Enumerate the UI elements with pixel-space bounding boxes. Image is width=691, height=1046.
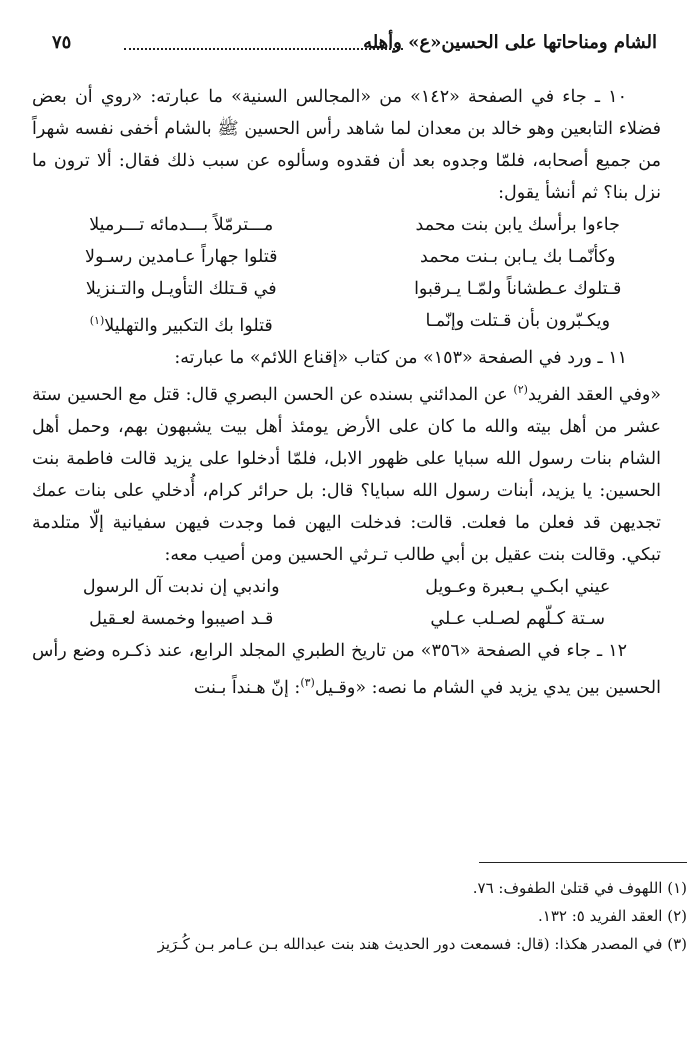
paragraph-11-text-a: «وفي العقد الفريد [527, 384, 661, 405]
dotted-leader [124, 48, 403, 50]
page-number: ٧٥ [52, 32, 72, 53]
verse-4-left: قتلوا بك التكبير والتهليلا [104, 315, 273, 336]
verse-1-left: مـــترمّلاً بـــدمائه تـــرميلا [89, 215, 274, 235]
verse-4-right: ويكـبّرون بأن قـتلت وإنّمـا [425, 311, 611, 331]
paragraph-11 [32, 374, 661, 571]
page-body [32, 81, 661, 703]
footnotes [58, 874, 687, 958]
verse-6-right: سـتة كـلّهم لصـلب عـلي [430, 608, 606, 629]
running-header [32, 28, 661, 60]
book-page [32, 28, 661, 703]
verse-5-left: واندبي إن ندبت آل الرسول [82, 576, 280, 597]
paragraph-12-text-b: : إنّ هـنداً بـنت [193, 677, 301, 698]
verse-3-right: قـتلوك عـطشاناً ولمّـا يـرقبوا [414, 279, 622, 299]
running-title: الشام ومناحاتها على الحسين«ع» وأهله [363, 32, 657, 53]
verse-4-left-wrap [32, 305, 347, 342]
footnote-ref-1: (١) [89, 314, 105, 327]
verse-2-left: قتلوا جهاراً عـامدين رسـولا [85, 247, 278, 267]
poem-1 [32, 209, 661, 342]
paragraph-10: ١٠ ـ جاء في الصفحة «١٤٢» من «المجالس السنية» ما عبارته: «روي أن بعض فضلاء التابعين وهو خالد بن معدان لما شاهد رأس الحسين ﷺ بالشام أخفى نفسه شهراً من جميع أصحابه، فلمّا وجدوه بعد أن فقدوه وسألوه عن سبب ذلك فقال: ألا ترون ما نزل بنا؟ ثم أنشأ يقول: [32, 87, 661, 203]
footnote-separator [479, 862, 687, 863]
verse-3-left: في قـتلك التأويـل والتـنزيلا [85, 279, 277, 299]
paragraph-11-intro: ١١ ـ ورد في الصفحة «١٥٣» من كتاب «إقناع اللائم» ما عبارته: [174, 347, 627, 368]
verse-1-right: جاءوا برأسك يابن بنت محمد [415, 215, 620, 235]
verse-2-right: وكأنّمـا بك يـابن بـنت محمد [420, 247, 616, 267]
poem-2 [32, 571, 661, 635]
footnote-2: (٢) العقد الفريد ٥: ١٣٢. [537, 907, 687, 925]
footnote-1: (١) اللهوف في قتلىٰ الطفوف: ٧٦. [472, 879, 687, 897]
paragraph-12 [32, 635, 661, 704]
verse-6-left: قـد اصيبوا وخمسة لعـقيل [89, 608, 274, 629]
verse-5-right: عيني ابكـي بـعبرة وعـويل [425, 576, 611, 597]
footnote-3: (٣) في المصدر هكذا: (قال: فسمعت دور الحديث هند بنت عبدالله بـن عـامر بـن كُـرَيز [157, 935, 687, 953]
footnote-ref-3: (٣) [300, 675, 315, 689]
footnote-ref-2: (٢) [513, 382, 528, 396]
paragraph-11-text-b: عن المدائني بسنده عن الحسن البصري قال: قتل مع الحسين ستة عشر من أهل بيته والله ما كان على الأرض يومئذ أهل بيت يشبهون بهم، وحمل أهل الشام بنات رسول الله سبايا على ظهور الابل، فلمّا أدخلوا على يزيد قالت فاطمة بنت الحسين: يا يزيد، أبنات رسول الله سبايا؟ قال: بل حرائر كرام، أُدخلي على بنات عمك تجديهن قد فعلن ما فعلت. قالت: فدخلت اليهن فما وجدت فيهن سفيانية إلّا متلدمة تبكي. وقالت بنت عقيل بن أبي طالب تـرثي الحسين ومن أصيب معه: [32, 384, 661, 565]
paragraph-12-text-a: ١٢ ـ جاء في الصفحة «٣٥٦» من تاريخ الطبري المجلد الرابع، عند ذكـره وضع رأس الحسين بين يدي يزيد في الشام ما نصه: «وقـيل [32, 640, 661, 698]
